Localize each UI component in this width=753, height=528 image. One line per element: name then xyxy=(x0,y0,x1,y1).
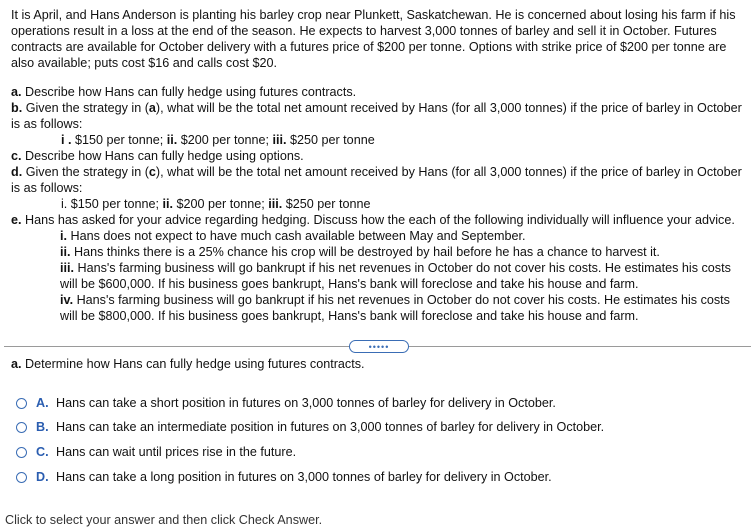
expand-problem-button[interactable] xyxy=(349,340,409,353)
item-text: Hans's farming business will go bankrupt if his net revenues in October do not cover his costs. He estimates his costs will be $800,000. If his business goes bankrupt, Hans's bank will foreclose and take his house and farm. xyxy=(60,293,730,323)
price-i-label: i . xyxy=(61,133,72,147)
part-b-text-1: Given the strategy in ( xyxy=(25,101,149,115)
price-i-text: $150 per tonne; xyxy=(70,197,160,211)
part-b-ref: a xyxy=(148,101,156,115)
item-label: iv. xyxy=(60,293,74,307)
item-label: ii. xyxy=(60,245,71,259)
question-text: Determine how Hans can fully hedge using futures contracts. xyxy=(25,357,365,371)
price-iii-label: iii. xyxy=(268,197,283,211)
part-b xyxy=(11,100,746,132)
problem-intro: It is April, and Hans Anderson is planting his barley crop near Plunkett, Saskatchewan. He is concerned about losing his farm if his operations result in a loss at the end of the season. He expects to harvest 3,000 tonnes of barley and sell it in October. Futures contracts are available for October delivery with a futures price of $200 per tonne. Options with strike price of $200 per tonne are also available; puts cost $16 and calls cost $20. xyxy=(11,8,736,70)
instruction-footer: Click to select your answer and then click Check Answer. xyxy=(5,513,323,527)
option-text[interactable]: Hans can take a long position in futures on 3,000 tonnes of barley for delivery in October. xyxy=(56,470,552,484)
option-letter: C. xyxy=(36,445,49,459)
part-c-text: Describe how Hans can fully hedge using options. xyxy=(25,149,304,163)
part-e-text: Hans has asked for your advice regarding hedging. Discuss how the each of the following individually will influence your advice. xyxy=(25,213,735,227)
part-e-item xyxy=(11,228,746,244)
answer-option-c[interactable] xyxy=(16,444,296,460)
question-prompt xyxy=(11,356,365,372)
answer-option-a[interactable] xyxy=(16,395,556,411)
part-c-label: c. xyxy=(11,149,22,163)
part-d xyxy=(11,164,746,196)
ellipsis-icon: ••••• xyxy=(368,341,390,352)
price-i-text: $150 per tonne; xyxy=(75,133,164,147)
option-letter: D. xyxy=(36,470,49,484)
price-ii-label: ii. xyxy=(166,133,178,147)
option-letter: A. xyxy=(36,396,49,410)
answer-option-d[interactable] xyxy=(16,469,552,485)
option-text[interactable]: Hans can wait until prices rise in the future. xyxy=(56,445,297,459)
part-d-text-2: ), what will be the total net amount received by Hans (for all 3,000 tonnes) if the price of barley in October is as follows: xyxy=(11,165,742,195)
price-i-label: i. xyxy=(61,197,68,211)
part-a-label: a. xyxy=(11,85,22,99)
part-c xyxy=(11,148,746,164)
part-d-label: d. xyxy=(11,165,23,179)
part-d-ref: c xyxy=(148,165,156,179)
item-label: iii. xyxy=(60,261,74,275)
option-text[interactable]: Hans can take a short position in futures on 3,000 tonnes of barley for delivery in October. xyxy=(56,396,556,410)
part-e-label: e. xyxy=(11,213,22,227)
price-iii-text: $250 per tonne xyxy=(289,133,375,147)
part-d-prices xyxy=(11,196,746,212)
item-label: i. xyxy=(60,229,67,243)
part-a-text: Describe how Hans can fully hedge using futures contracts. xyxy=(25,85,357,99)
option-letter: B. xyxy=(36,420,49,434)
radio-icon[interactable] xyxy=(16,398,27,409)
item-text: Hans's farming business will go bankrupt if his net revenues in October do not cover his costs. He estimates his costs will be $600,000. If his business goes bankrupt, Hans's bank will foreclose and take his house and farm. xyxy=(60,261,731,291)
question-label: a. xyxy=(11,357,22,371)
part-e-item xyxy=(11,292,746,324)
option-text[interactable]: Hans can take an intermediate position in futures on 3,000 tonnes of barley for delivery in October. xyxy=(56,420,605,434)
problem-statement xyxy=(11,7,746,324)
price-ii-text: $200 per tonne; xyxy=(180,133,269,147)
part-b-label: b. xyxy=(11,101,23,115)
part-b-text-2: ), what will be the total net amount received by Hans (for all 3,000 tonnes) if the price of barley in October is as follows: xyxy=(11,101,742,131)
item-text: Hans thinks there is a 25% chance his crop will be destroyed by hail before he has a chance to harvest it. xyxy=(74,245,660,259)
radio-icon[interactable] xyxy=(16,447,27,458)
price-ii-label: ii. xyxy=(162,197,174,211)
price-ii-text: $200 per tonne; xyxy=(176,197,265,211)
part-a xyxy=(11,84,746,100)
part-e-item xyxy=(11,244,746,260)
item-text: Hans does not expect to have much cash available between May and September. xyxy=(70,229,526,243)
part-d-text-1: Given the strategy in ( xyxy=(25,165,149,179)
part-b-prices xyxy=(11,132,746,148)
price-iii-label: iii. xyxy=(272,133,287,147)
price-iii-text: $250 per tonne xyxy=(285,197,371,211)
part-e xyxy=(11,212,746,228)
radio-icon[interactable] xyxy=(16,472,27,483)
answer-option-b[interactable] xyxy=(16,419,604,435)
radio-icon[interactable] xyxy=(16,422,27,433)
part-e-item xyxy=(11,260,746,292)
